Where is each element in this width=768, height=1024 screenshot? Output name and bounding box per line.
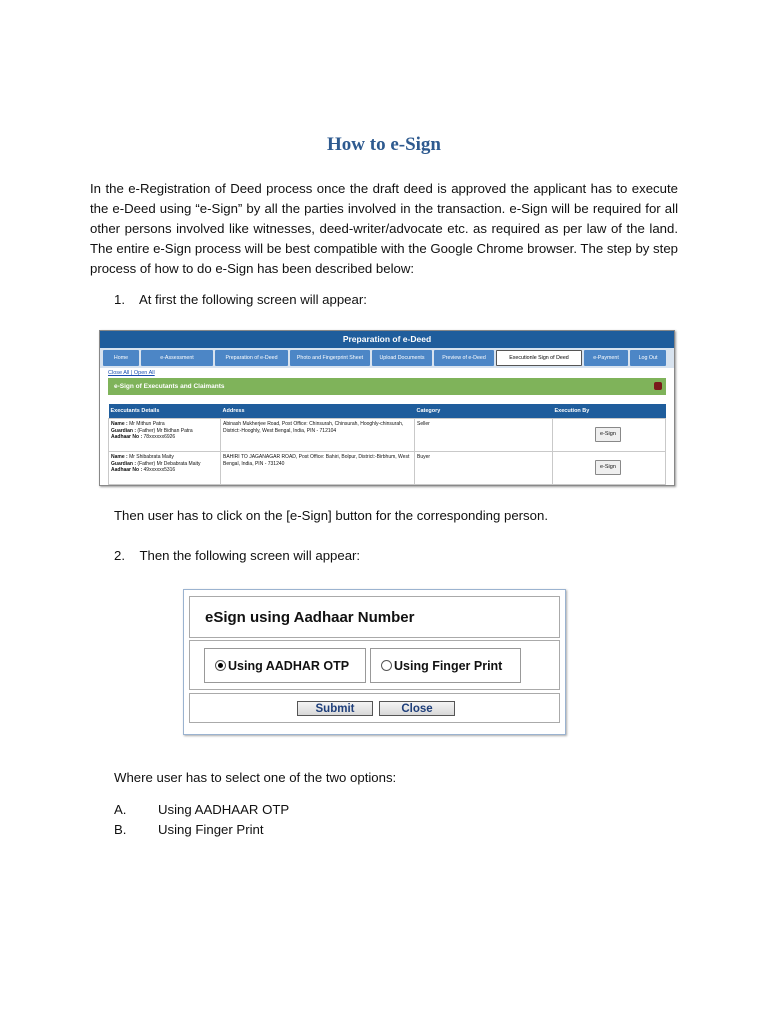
option-aadhar-otp[interactable] [204, 648, 366, 683]
nav-upload-documents[interactable]: Upload Documents [372, 350, 432, 366]
select-text: Where user has to select one of the two options: [114, 770, 397, 785]
col-execution-by: Execution By [553, 404, 666, 419]
address-cell: Abinash Mukherjee Road, Post Office: Chinsurah, Chinsurah, Hooghly-chinsurah, District:-Hooghly, West Bengal, India, PIN - 712104 [221, 419, 415, 452]
esign-options [189, 640, 560, 690]
executant-details: Name : Mr Mithun Patra Guardian : (Father) Mr Bidhan Patra Aadhaar No : 78xxxxxx6926 [109, 419, 221, 452]
nav-e-payment[interactable]: e-Payment [584, 350, 628, 366]
page-title: How to e-Sign [327, 134, 441, 155]
list-item: A. Using AADHAAR OTP [114, 802, 290, 817]
section-bar [108, 378, 666, 395]
section-title: e-Sign of Executants and Claimants [114, 383, 225, 390]
step-1 [114, 292, 367, 307]
nav-e-assessment[interactable]: e-Assessment [141, 350, 213, 366]
category-cell: Buyer [415, 452, 553, 485]
nav-execution-sign[interactable]: Executionle Sign of Deed [496, 350, 582, 366]
option-finger-print-label: Using Finger Print [394, 659, 503, 673]
execution-cell [553, 419, 666, 452]
step-1-number: 1. [114, 292, 125, 307]
esign-dialog-screenshot [183, 589, 566, 735]
step-2-number: 2. [114, 548, 125, 563]
radio-selected-icon[interactable] [215, 660, 226, 671]
table-row [109, 452, 666, 485]
nav-preview[interactable]: Preview of e-Deed [434, 350, 494, 366]
after-step-1-text: Then user has to click on the [e-Sign] button for the corresponding person. [114, 508, 548, 523]
step-2 [114, 548, 360, 563]
edeed-nav [100, 348, 674, 368]
collapse-icon[interactable] [654, 382, 662, 390]
option-finger-print[interactable] [370, 648, 521, 683]
col-category: Category [415, 404, 553, 419]
close-open-all-links[interactable]: Close All | Open All [108, 370, 155, 376]
table-row [109, 419, 666, 452]
close-button[interactable]: Close [379, 701, 455, 716]
nav-photo-fingerprint[interactable]: Photo and Fingerprint Sheet [290, 350, 370, 366]
step-1-text: At first the following screen will appear: [138, 292, 367, 307]
executant-details: Name : Mr Shibabrata Maity Guardian : (Father) Mr Debabrata Maity Aadhaar No : 49xxxxxx5316 [109, 452, 221, 485]
executants-table [108, 404, 666, 485]
radio-unselected-icon[interactable] [381, 660, 392, 671]
execution-cell [553, 452, 666, 485]
esign-button[interactable]: e-Sign [595, 427, 621, 442]
esign-button[interactable]: e-Sign [595, 460, 621, 475]
step-2-text: Then the following screen will appear: [139, 548, 361, 563]
col-address: Address [221, 404, 415, 419]
list-item: B. Using Finger Print [114, 822, 264, 837]
nav-log-out[interactable]: Log Out [630, 350, 666, 366]
intro-paragraph: In the e-Registration of Deed process once the draft deed is approved the applicant has to execute the e-Deed using “e-Sign” by all the parties involved in the transaction. e-Sign will be required for all other persons involved like witnesses, deed-writer/advocate etc. as required as per law of the land. The entire e-Sign process will be best compatible with the Google Chrome browser. The step by step process of how to do e-Sign has been described below: [90, 181, 678, 276]
nav-home[interactable]: Home [103, 350, 139, 366]
edeed-header: Preparation of e-Deed [100, 331, 674, 348]
esign-buttons [189, 693, 560, 723]
esign-dialog-title: eSign using Aadhaar Number [189, 596, 560, 638]
nav-preparation[interactable]: Preparation of e-Deed [215, 350, 288, 366]
submit-button[interactable]: Submit [297, 701, 373, 716]
col-executants: Executants Details [109, 404, 221, 419]
edeed-screenshot [99, 330, 675, 486]
category-cell: Seller [415, 419, 553, 452]
option-aadhar-otp-label: Using AADHAR OTP [228, 659, 350, 673]
address-cell: BAHIRI TO JAGANAGAR ROAD, Post Office: Bahiri, Bolpur, District:-Birbhum, West Bengal, India, PIN - 731240 [221, 452, 415, 485]
